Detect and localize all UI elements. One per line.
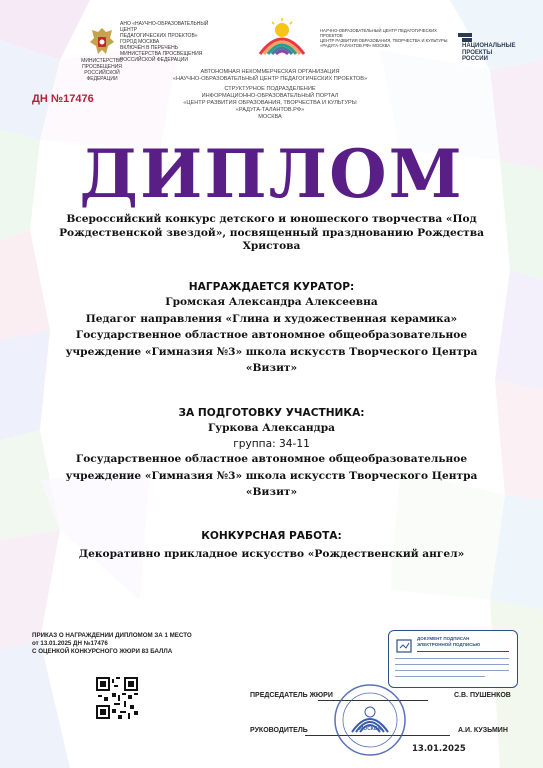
signature-rule [395,664,509,665]
raduga-line: «РАДУГА-ТАЛАНТОВ.РФ» МОСКВА [320,43,391,48]
raduga-line: ЦЕНТР РАЗВИТИЯ ОБРАЗОВАНИЯ, ТВОРЧЕСТВА И КУЛЬТУРЫ [320,38,448,43]
stamp-city: МОСКВА [359,726,381,732]
institute-line: ВКЛЮЧЁН В ПЕРЕЧЕНЬ [120,45,178,51]
contest-line: Всероссийский конкурс детского и юношеского творчества «Под [66,213,477,225]
signature-rule [395,658,509,659]
institute-line: ПЕДАГОГИЧЕСКИХ ПРОЕКТОВ» ГОРОД МОСКВА [120,33,198,45]
curator-line: Громская Александра Алексеевна [165,296,378,308]
stamp-seal-icon [332,682,408,758]
curator-line: учреждение «Гимназия №3» школа искусств Творческого Центра [65,345,478,358]
issue-date: 13.01.2025 [412,744,466,754]
work-title: Декоративно прикладное искусство «Рождественский ангел» [78,548,465,560]
jury-chair-name: С.В. ПУШЕНКОВ [454,692,511,699]
org-line: «НАУЧНО-ОБРАЗОВАТЕЛЬНЫЙ ЦЕНТР ПЕДАГОГИЧЕСКИХ ПРОЕКТОВ» [172,76,368,82]
institute-line: АНО «НАУЧНО-ОБРАЗОВАТЕЛЬНЫЙ ЦЕНТР [120,21,209,33]
institute-line: МИНИСТЕРСТВА ПРОСВЕЩЕНИЯ [120,51,203,57]
participant-line: учреждение «Гимназия №3» школа искусств Творческого Центра [65,469,478,482]
org-line: МОСКВА [258,114,282,120]
diploma-title: ДИПЛОМ [79,135,464,213]
national-projects-line: ПРОЕКТЫ [462,49,493,56]
jury-chair-label: ПРЕДСЕДАТЕЛЬ ЖЮРИ [250,692,333,699]
work-section [20,530,523,562]
qr-code[interactable] [96,677,138,719]
diploma-number: ДН №17476 [32,93,94,105]
curator-line: «Визит» [245,362,298,374]
org-line: ИНФОРМАЦИОННО-ОБРАЗОВАТЕЛЬНЫЙ ПОРТАЛ [201,93,339,99]
national-projects-badge [458,33,514,63]
raduga-line: НАУЧНО-ОБРАЗОВАТЕЛЬНЫЙ ЦЕНТР ПЕДАГОГИЧЕСКИХ ПРОЕКТОВ [320,28,437,38]
work-heading: КОНКУРСНАЯ РАБОТА: [201,530,342,542]
participant-section [20,407,523,500]
org-line: «ЦЕНТР РАЗВИТИЯ ОБРАЗОВАНИЯ, ТВОРЧЕСТВА И КУЛЬТУРЫ [183,100,357,106]
participant-line: «Визит» [245,486,298,498]
org-line: «РАДУГА-ТАЛАНТОВ.РФ» [235,107,305,113]
participant-line: группа: 34-11 [233,437,310,450]
order-line: ПРИКАЗ О НАГРАЖДЕНИИ ДИПЛОМОМ ЗА 1 МЕСТО [32,632,192,639]
signature-icon [395,637,413,655]
rainbow-logo-icon [254,18,310,58]
contest-line: Рождественской звездой», посвященный празднованию Рождества [59,226,484,239]
org-line: СТРУКТУРНОЕ ПОДРАЗДЕЛЕНИЕ [224,86,316,92]
electronic-signature-block [388,630,518,688]
org-line: АВТОНОМНАЯ НЕКОММЕРЧЕСКАЯ ОРГАНИЗАЦИЯ [200,69,340,75]
signature-rule [395,670,509,671]
signature-divider [417,651,509,652]
raduga-info [320,28,450,48]
head-label: РУКОВОДИТЕЛЬ [250,727,308,734]
curator-line: Государственное областное автономное общеобразовательное [75,329,468,341]
head-name: А.И. КУЗЬМИН [458,727,508,734]
national-projects-line: НАЦИОНАЛЬНЫЕ [462,43,516,49]
signature-rule [395,676,485,677]
contest-name [20,213,523,254]
order-line: С ОЦЕНКОЙ КОНКУРСНОГО ЖЮРИ 83 БАЛЛА [32,648,173,655]
institute-info [120,21,215,63]
ministry-label: МИНИСТЕРСТВО ПРОСВЕЩЕНИЯ РОССИЙСКОЙ ФЕДЕРАЦИИ [81,58,123,82]
curator-section [20,281,523,376]
russia-emblem-icon [88,26,116,58]
participant-heading: ЗА ПОДГОТОВКУ УЧАСТНИКА: [178,407,365,419]
contest-line: Христова [242,240,301,252]
signature-line: ДОКУМЕНТ ПОДПИСАН [417,636,470,641]
national-projects-line: РОССИИ [462,56,488,62]
participant-line: Государственное областное автономное общеобразовательное [75,453,468,465]
institute-line: РОССИЙСКОЙ ФЕДЕРАЦИИ [120,57,188,63]
curator-line: Педагог направления «Глина и художественная керамика» [85,312,458,325]
participant-line: Гуркова Александра [207,422,336,434]
organization-block [120,69,420,121]
order-info [32,632,252,656]
curator-heading: НАГРАЖДАЕТСЯ КУРАТОР: [188,281,355,293]
order-line: от 13.01.2025 ДН №17476 [32,640,108,647]
signature-line: ЭЛЕКТРОННОЙ ПОДПИСЬЮ [417,642,481,647]
